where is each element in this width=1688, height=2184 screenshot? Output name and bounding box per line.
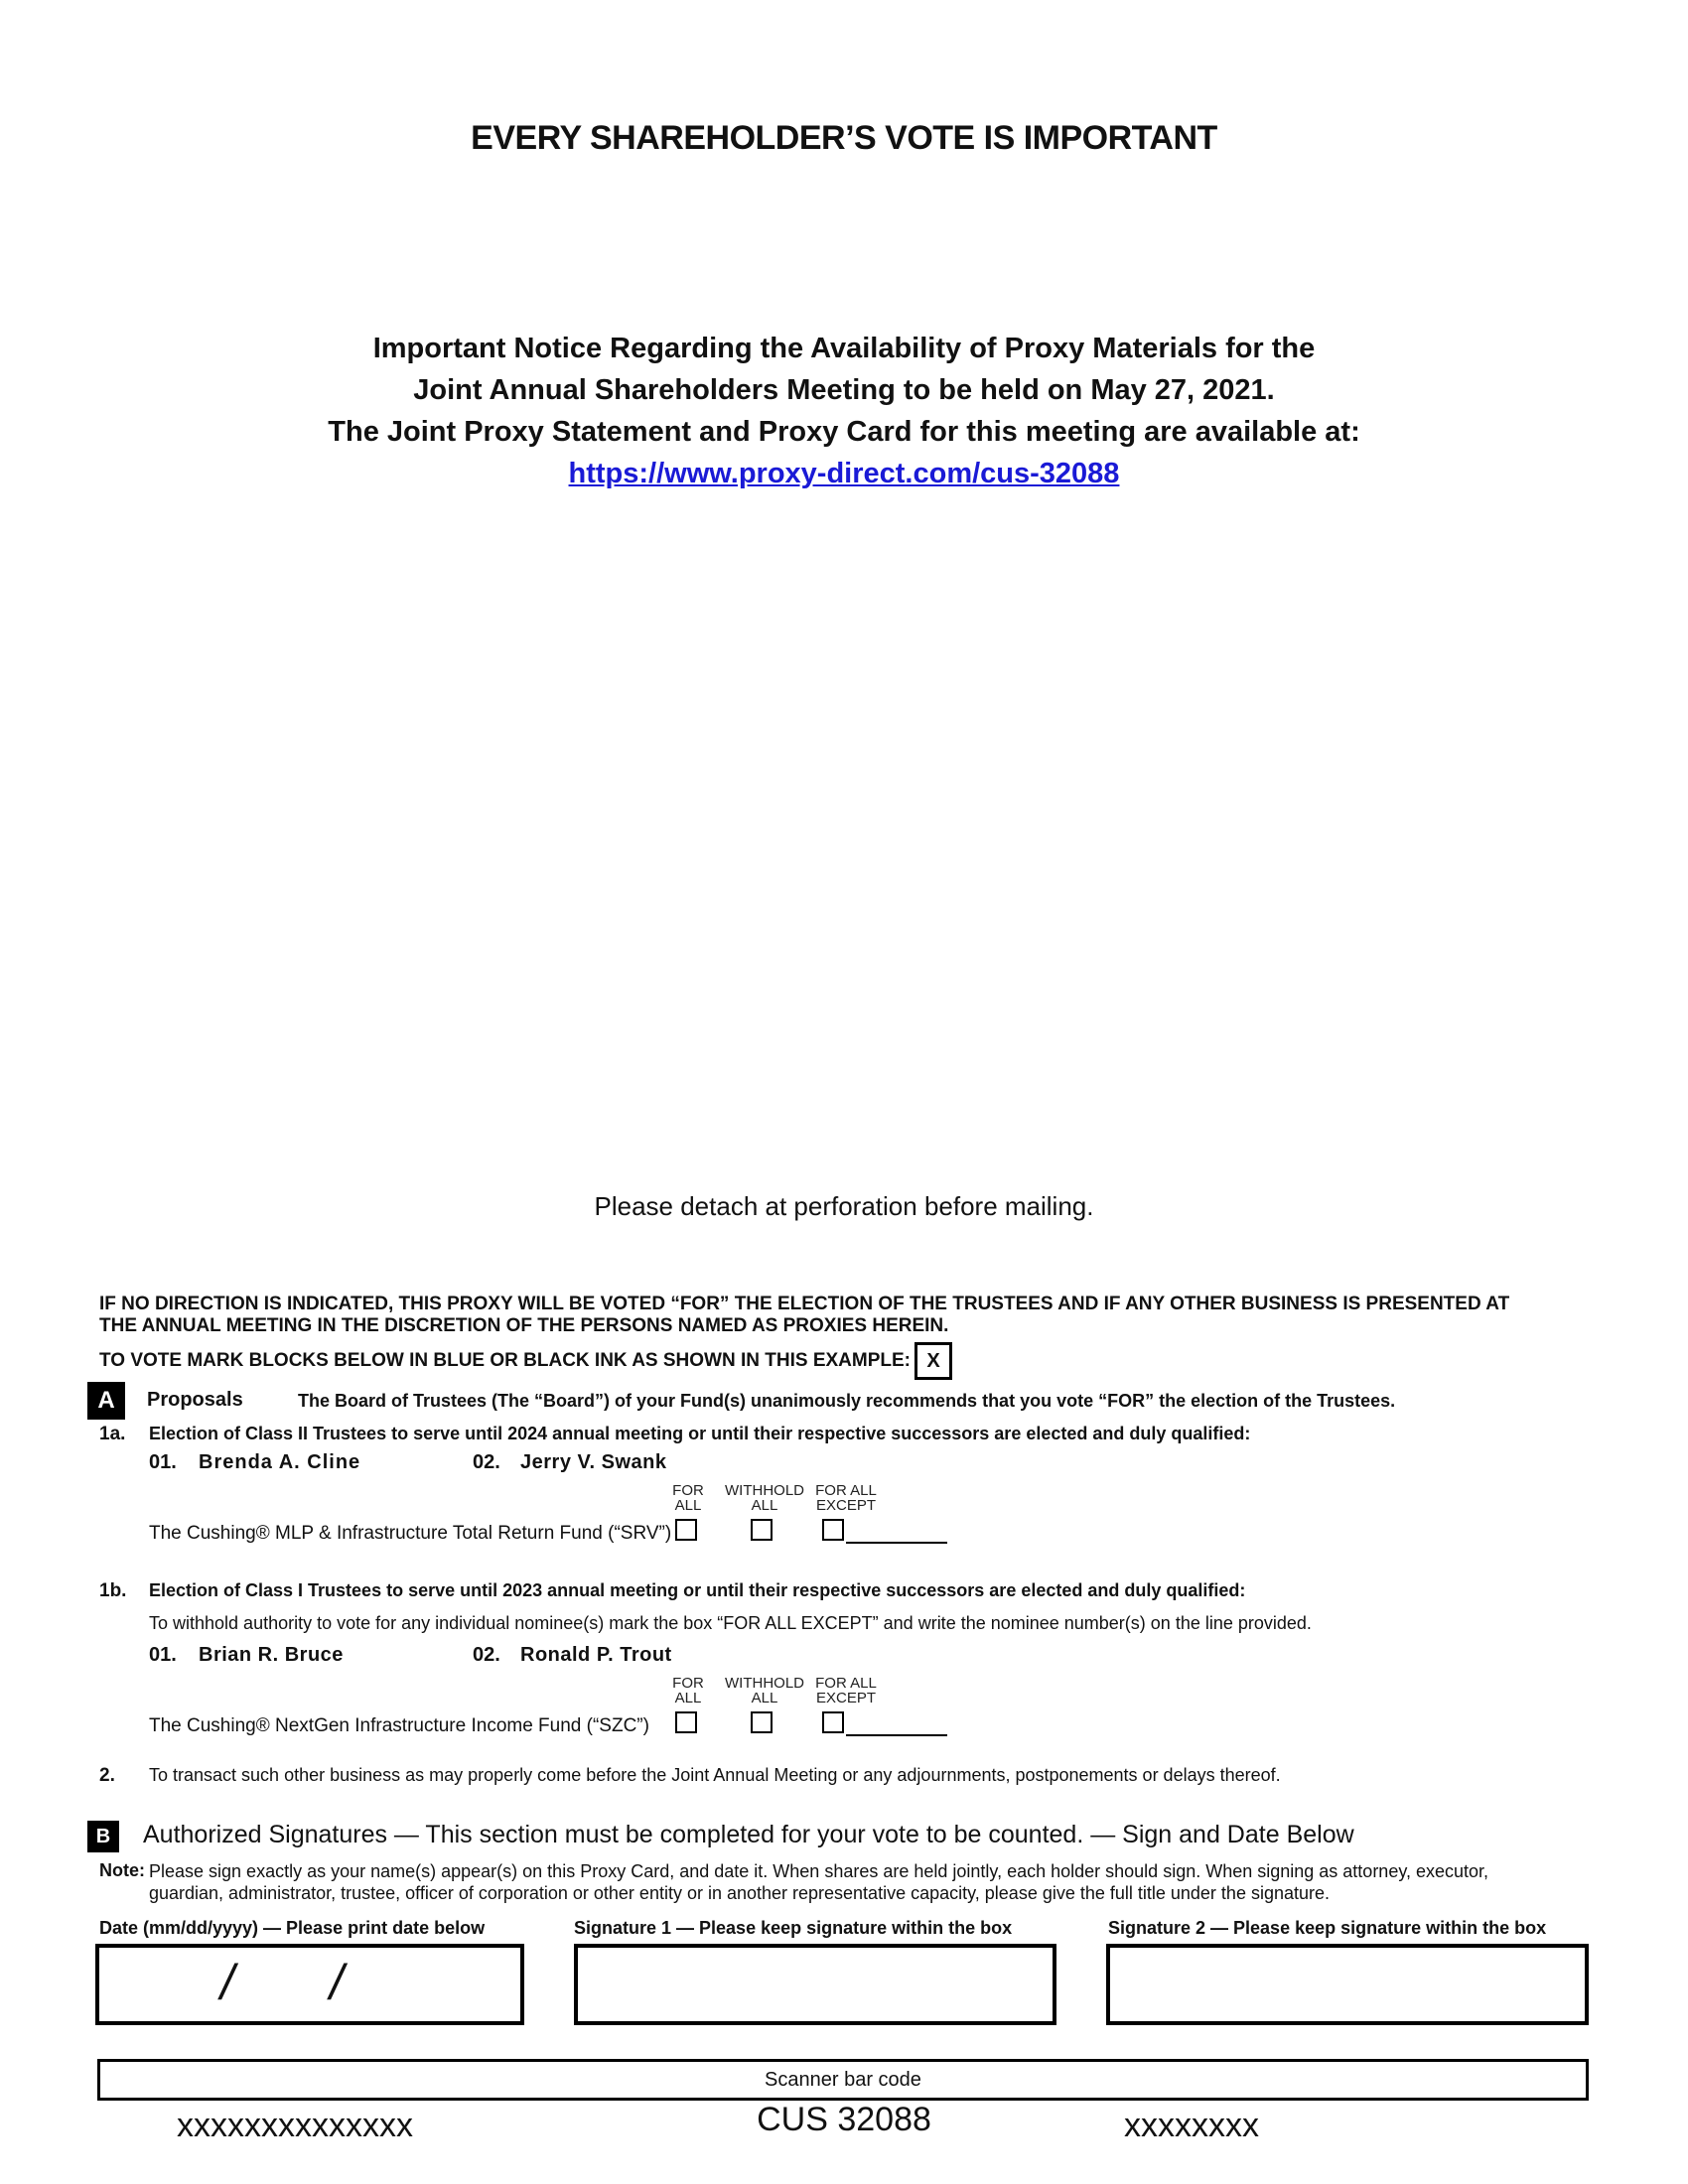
vote-example-text: TO VOTE MARK BLOCKS BELOW IN BLUE OR BLACK INK AS SHOWN IN THIS EXAMPLE: xyxy=(99,1350,911,1372)
detach-instruction: Please detach at perforation before mailing. xyxy=(594,1191,1094,1221)
section-a-heading: Proposals xyxy=(147,1389,243,1411)
fund-szc-label: The Cushing® NextGen Infrastructure Income Fund (“SZC”) xyxy=(149,1715,649,1736)
section-b-heading: Authorized Signatures — This section must be completed for your vote to be counted. — Sign and Date Below xyxy=(143,1821,1354,1848)
section-a-badge: A xyxy=(87,1382,125,1420)
proposal-1a-text: Election of Class II Trustees to serve until 2024 annual meeting or until their respective successors are elected and duly qualified: xyxy=(149,1424,1251,1443)
col-for-all-except-1a: FOR ALL EXCEPT xyxy=(815,1482,877,1514)
proposal-2-text: To transact such other business as may properly come before the Joint Annual Meeting or any adjournments, postponements or delays thereof. xyxy=(149,1765,1281,1785)
no-direction-notice xyxy=(99,1294,1529,1337)
notice-line-2: Joint Annual Shareholders Meeting to be held on May 27, 2021. xyxy=(413,374,1275,406)
instruction-line-2: THE ANNUAL MEETING IN THE DISCRETION OF THE PERSONS NAMED AS PROXIES HEREIN. xyxy=(99,1315,949,1336)
nominee-1a-01-number: 01. xyxy=(149,1451,177,1473)
date-input-box[interactable] xyxy=(95,1944,524,2025)
col-for-all-except-1b: FOR ALL EXCEPT xyxy=(815,1675,877,1706)
board-recommendation: The Board of Trustees (The “Board”) of your Fund(s) unanimously recommends that you vote “FOR” the election of the Trustees. xyxy=(298,1391,1396,1411)
signature-1-label: Signature 1 — Please keep signature within the box xyxy=(574,1918,1013,1938)
nominee-1a-02-number: 02. xyxy=(473,1451,500,1473)
note-label: Note: xyxy=(99,1860,145,1880)
signature-2-label: Signature 2 — Please keep signature within the box xyxy=(1108,1918,1547,1938)
proposal-1a-number: 1a. xyxy=(99,1424,126,1444)
date-slash-2: / xyxy=(330,1955,344,2010)
code-left: xxxxxxxxxxxxxx xyxy=(177,2107,413,2144)
srv-withhold-all-checkbox[interactable] xyxy=(751,1519,773,1541)
proxy-materials-link[interactable]: https://www.proxy-direct.com/cus-32088 xyxy=(568,458,1120,489)
szc-for-all-except-checkbox[interactable] xyxy=(822,1711,844,1733)
szc-withhold-all-checkbox[interactable] xyxy=(751,1711,773,1733)
nominee-1b-01-name: Brian R. Bruce xyxy=(199,1644,344,1666)
srv-for-all-checkbox[interactable] xyxy=(675,1519,697,1541)
col-for-all-1a: FOR ALL xyxy=(672,1482,704,1514)
nominee-1b-02-number: 02. xyxy=(473,1644,500,1666)
nominee-1a-02-name: Jerry V. Swank xyxy=(520,1451,667,1473)
date-label: Date (mm/dd/yyyy) — Please print date below xyxy=(99,1918,486,1938)
page-title: EVERY SHAREHOLDER’S VOTE IS IMPORTANT xyxy=(471,119,1217,157)
proposal-1b-number: 1b. xyxy=(99,1580,127,1601)
withhold-authority-note: To withhold authority to vote for any individual nominee(s) mark the box “FOR ALL EXCEPT” and write the nominee number(s) on the line provided. xyxy=(149,1613,1312,1633)
availability-notice xyxy=(0,328,1688,494)
szc-except-nominee-line[interactable] xyxy=(846,1734,947,1736)
col-withhold-all-1b: WITHHOLD ALL xyxy=(725,1675,804,1706)
instruction-line-1: IF NO DIRECTION IS INDICATED, THIS PROXY WILL BE VOTED “FOR” THE ELECTION OF THE TRUSTEES AND IF ANY OTHER BUSINESS IS PRESENTED AT xyxy=(99,1294,1510,1314)
col-withhold-all-1a: WITHHOLD ALL xyxy=(725,1482,804,1514)
fund-srv-label: The Cushing® MLP & Infrastructure Total Return Fund (“SRV”) xyxy=(149,1523,672,1544)
col-for-all-1b: FOR ALL xyxy=(672,1675,704,1706)
proposal-1b-text: Election of Class I Trustees to serve until 2023 annual meeting or until their respective successors are elected and duly qualified: xyxy=(149,1580,1246,1600)
nominee-1b-02-name: Ronald P. Trout xyxy=(520,1644,672,1666)
srv-except-nominee-line[interactable] xyxy=(846,1542,947,1544)
date-slash-1: / xyxy=(220,1955,234,2010)
scanner-bar-code: Scanner bar code xyxy=(97,2059,1589,2101)
notice-line-3: The Joint Proxy Statement and Proxy Card for this meeting are available at: xyxy=(328,416,1360,448)
code-right: xxxxxxxx xyxy=(1124,2107,1259,2144)
control-code: CUS 32088 xyxy=(757,2101,931,2138)
vote-example xyxy=(99,1342,1529,1380)
signature-note-line-1: Please sign exactly as your name(s) appear(s) on this Proxy Card, and date it. When shares are held jointly, each holder should sign. When signing as attorney, executor, xyxy=(149,1861,1489,1881)
proposal-2-number: 2. xyxy=(99,1765,115,1786)
signature-2-box[interactable] xyxy=(1106,1944,1589,2025)
signature-note-line-2: guardian, administrator, trustee, officer of corporation or other entity or in another representative capacity, please give the full title under the signature. xyxy=(149,1883,1331,1903)
nominee-1b-01-number: 01. xyxy=(149,1644,177,1666)
section-b-badge: B xyxy=(87,1821,119,1852)
srv-for-all-except-checkbox[interactable] xyxy=(822,1519,844,1541)
nominee-1a-01-name: Brenda A. Cline xyxy=(199,1451,361,1473)
szc-for-all-checkbox[interactable] xyxy=(675,1711,697,1733)
example-mark-box: X xyxy=(914,1342,952,1380)
notice-line-1: Important Notice Regarding the Availability of Proxy Materials for the xyxy=(372,333,1316,364)
signature-note xyxy=(149,1860,1488,1904)
signature-1-box[interactable] xyxy=(574,1944,1056,2025)
